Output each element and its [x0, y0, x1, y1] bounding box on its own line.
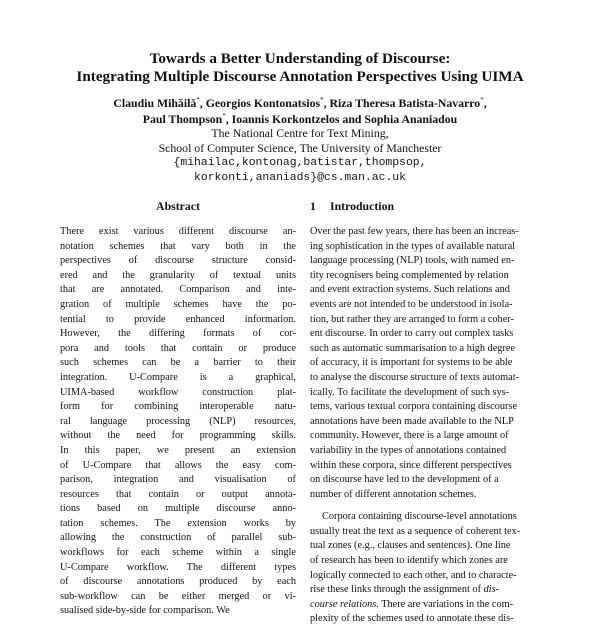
text-line: tion, but rather they are arranged to form a coher- — [310, 313, 514, 325]
text-line: ically. To facilitate the development of such sys- — [310, 386, 510, 398]
affiliation-line-2: School of Computer Science, The University of Manchester — [158, 141, 442, 155]
text-line — [310, 583, 546, 598]
text-line: In this paper, we present an extension — [60, 444, 296, 456]
text-line: without the need for programming skills. — [60, 430, 296, 442]
title-line-2: Integrating Multiple Discourse Annotation Perspectives Using UIMA — [76, 68, 524, 85]
text-line: ing sophistication in the types of available natural — [310, 240, 516, 252]
text-line: and event extraction systems. Such relations and — [310, 284, 510, 296]
text-line: sub-workflow can be either merged or vi- — [60, 590, 296, 602]
text-line: parison, integration and visualisation of — [60, 474, 296, 486]
author-mark: * — [222, 111, 226, 120]
author-name: Georgios Kontonatsios — [205, 96, 321, 110]
text-line: tions based on multiple discourse anno- — [60, 503, 296, 515]
email-address — [0, 156, 600, 186]
introduction-section — [310, 199, 546, 627]
abstract-section — [60, 199, 296, 619]
text-line: There exist various different discourse an- — [60, 226, 296, 237]
author-name: Ioannis Korkontzelos and Sophia Ananiadou — [231, 111, 458, 126]
text-line: annotations have been made available to the NLP — [310, 415, 514, 427]
text-line: ral language processing (NLP) resources, — [60, 415, 296, 427]
text-line: of accuracy, it is important for systems to be able — [310, 357, 513, 369]
text-line-part: rise these links through the assignment of — [310, 584, 484, 596]
text-line: tity recognisers being complemented by relation — [310, 269, 509, 281]
text-line: within these corpora, since different perspectives — [310, 459, 512, 471]
author-line-1 — [0, 96, 600, 112]
text-line: logically connected to each other, and to characte- — [310, 569, 517, 581]
text-line: of research has been to identify which zones are — [310, 555, 508, 567]
abstract-text — [60, 225, 296, 619]
text-line: of U-Compare that allows the easy com- — [60, 459, 296, 471]
affiliation-line-1: The National Centre for Text Mining, — [211, 126, 389, 140]
text-line: on discourse have led to the development of a — [310, 474, 499, 486]
text-line: tential to provide enhanced information. — [60, 313, 296, 325]
text-line: such as automatic summarisation to a high degree — [310, 342, 516, 354]
text-line: Over the past few years, there has been an increas- — [310, 226, 519, 237]
text-line: gration of multiple schemes have the po- — [60, 298, 296, 310]
text-line: usually treat the text as a sequence of coherent tex- — [310, 525, 521, 537]
text-line: variability in the types of annotations contained — [310, 444, 507, 456]
text-line: U-Compare workflow. The different types — [60, 561, 296, 573]
text-line — [310, 598, 546, 613]
text-line-part: dis- — [483, 584, 500, 596]
text-line: sualised side-by-side for comparison. We — [60, 605, 230, 617]
introduction-heading — [310, 199, 546, 225]
text-line: perspectives of discourse structure consid- — [60, 255, 296, 267]
text-line: ered and the granularity of textual units — [60, 269, 296, 281]
text-line: number of different annotation schemes. — [310, 488, 477, 500]
introduction-paragraph-2 — [310, 510, 546, 627]
text-line: tation schemes. The extension works by — [60, 517, 296, 529]
text-line: ent discourse. In order to carry out complex tasks — [310, 328, 514, 340]
text-line: resources that contain or output annota- — [60, 488, 296, 500]
text-line: language processing (NLP) tools, with named en- — [310, 255, 515, 267]
text-line: UIMA-based workflow construction plat- — [60, 386, 296, 398]
text-line: allowing the construction of parallel sub- — [60, 532, 296, 544]
author-mark: * — [480, 96, 484, 104]
text-line: tual zones (e.g., clauses and sentences). One line — [310, 540, 511, 552]
text-line: integration. U-Compare is a graphical, — [60, 371, 296, 383]
text-line: community. However, there is a large amount of — [310, 430, 509, 442]
author-separator: , — [225, 111, 232, 126]
author-separator: , — [323, 96, 330, 110]
author-mark: * — [320, 96, 324, 104]
text-line: However, the differing formats of cor- — [60, 328, 296, 340]
email-line-1: {mihailac,kontonag,batistar,thompsop, — [173, 157, 427, 169]
text-line: of discourse annotations produced by each — [60, 576, 296, 588]
author-line-2 — [0, 112, 600, 128]
text-line: such schemes can be a barrier to their — [60, 357, 296, 369]
author-name: Paul Thompson — [142, 111, 223, 126]
text-line: Corpora containing discourse-level annotations — [322, 511, 517, 523]
text-line: plexity of the schemes used to annotate these dis- — [310, 613, 514, 625]
author-separator: , — [199, 96, 206, 110]
text-line: to analyse the discourse structure of texts automat- — [310, 371, 520, 383]
paper-title — [0, 50, 600, 86]
affiliation — [0, 126, 600, 156]
introduction-paragraph-1 — [310, 225, 546, 502]
abstract-heading: Abstract — [156, 199, 200, 213]
section-title: Introduction — [330, 199, 395, 213]
text-line: workflows for each scheme within a single — [60, 547, 296, 559]
author-name: Claudiu Mihăilă — [113, 96, 197, 110]
text-line-part: . There are variations in the com- — [376, 598, 514, 610]
text-line: notation schemes that vary both in the — [60, 240, 296, 252]
text-line: events are not intended to be understood in isola- — [310, 298, 513, 310]
email-line-2: korkonti,ananiads}@cs.man.ac.uk — [194, 172, 406, 184]
section-number: 1 — [310, 199, 316, 213]
author-mark: * — [196, 96, 200, 104]
text-line: tems, various textual corpora containing discourse — [310, 401, 518, 413]
text-line: pora and tools that contain or produce — [60, 342, 296, 354]
text-line-italic: course relations — [310, 598, 377, 610]
author-name: Riza Theresa Batista-Navarro — [329, 96, 481, 110]
text-line: that are annotated. Comparison and inte- — [60, 284, 296, 296]
author-list — [0, 96, 600, 127]
title-line-1: Towards a Better Understanding of Discourse: — [149, 50, 451, 67]
text-line: form for combining interoperable natu- — [60, 401, 296, 413]
author-separator: , — [483, 96, 487, 110]
